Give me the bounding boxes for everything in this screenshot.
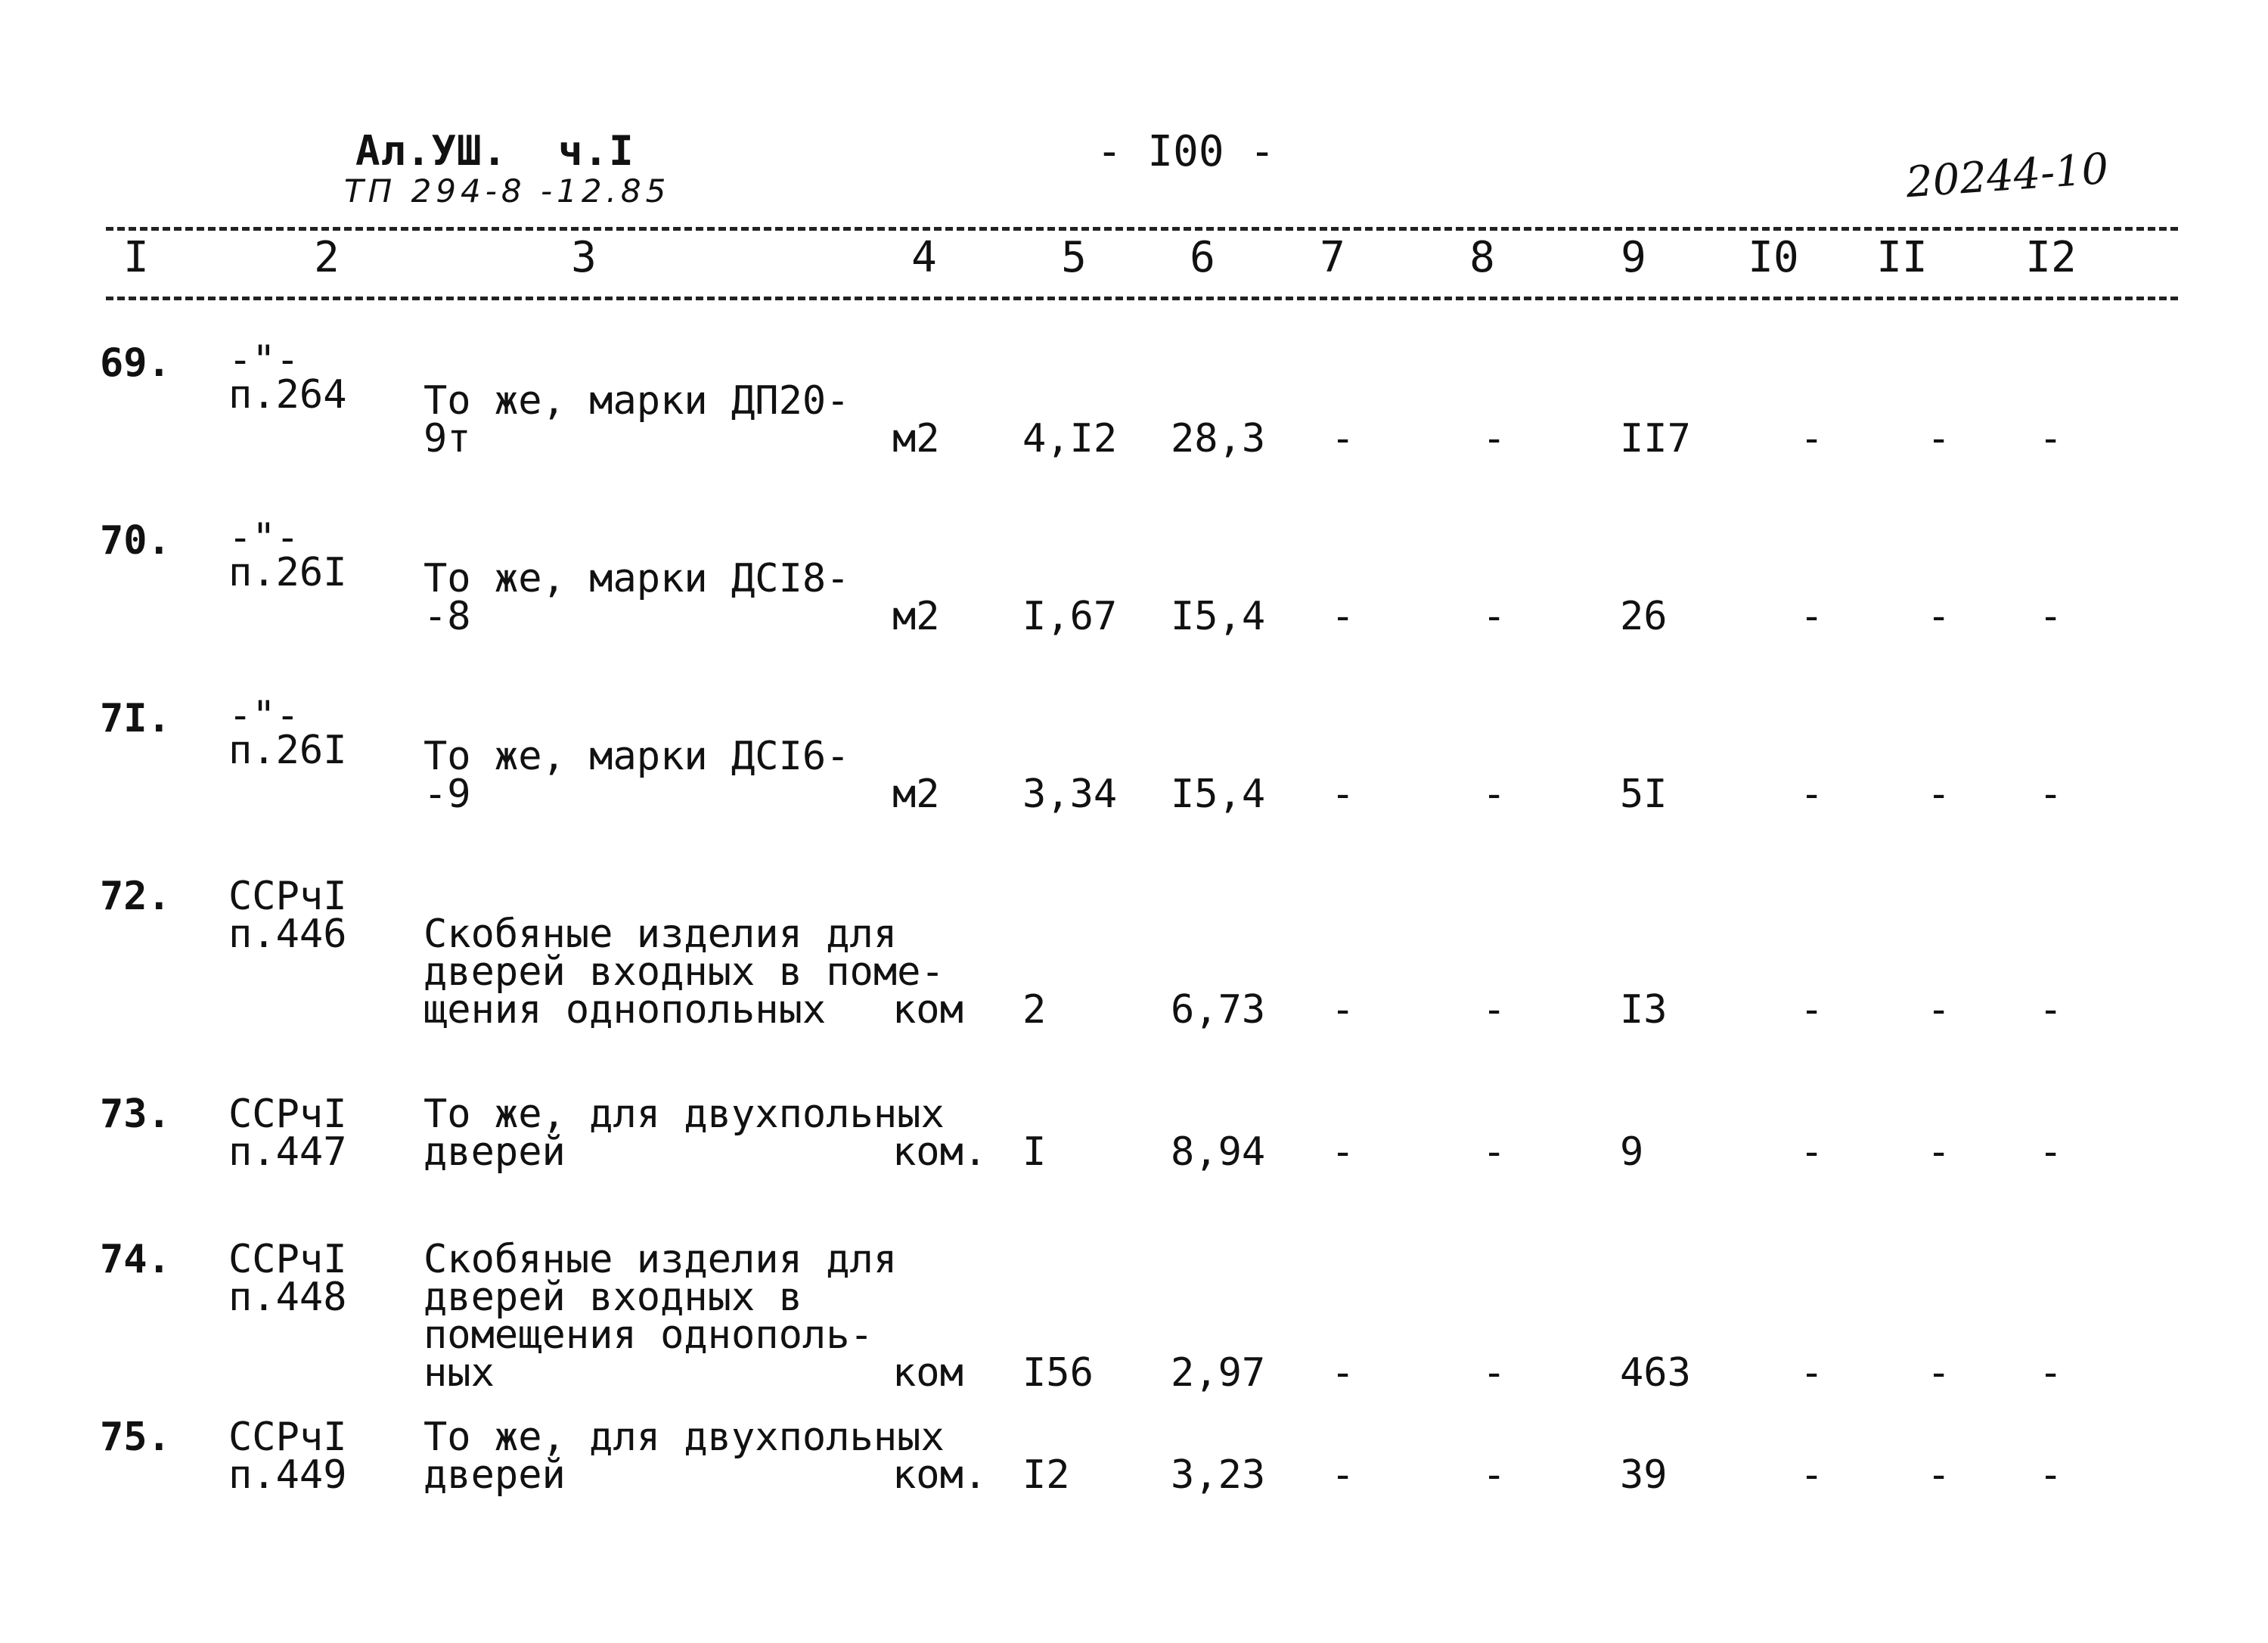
column8-cell: - xyxy=(1482,987,1506,1033)
cost-cell: 5I xyxy=(1620,772,1668,817)
price-cell: I5,4 xyxy=(1171,772,1266,817)
quantity-cell: 2 xyxy=(1022,987,1047,1033)
header-rule-bottom xyxy=(106,297,2178,300)
cost-cell: 463 xyxy=(1620,1350,1691,1396)
description-line: То же, марки ДП20- xyxy=(424,378,850,424)
reference-line: п.264 xyxy=(228,372,347,418)
description-line: -9 xyxy=(424,772,471,817)
column-number: 2 xyxy=(314,233,340,282)
column7-cell: - xyxy=(1331,416,1355,461)
column7-cell: - xyxy=(1331,1350,1355,1396)
row-number: 7I. xyxy=(100,696,171,741)
column11-cell: - xyxy=(1927,416,1951,461)
column11-cell: - xyxy=(1927,772,1951,817)
description-line: Скобяные изделия для xyxy=(424,912,898,957)
column7-cell: - xyxy=(1331,594,1355,639)
column-number: II xyxy=(1876,233,1928,282)
column10-cell: - xyxy=(1800,772,1824,817)
column-number: I2 xyxy=(2025,233,2077,282)
quantity-cell: 3,34 xyxy=(1022,772,1118,817)
price-cell: 6,73 xyxy=(1171,987,1266,1033)
price-cell: 2,97 xyxy=(1171,1350,1266,1396)
column8-cell: - xyxy=(1482,1452,1506,1498)
column8-cell: - xyxy=(1482,416,1506,461)
reference-line: п.447 xyxy=(228,1129,347,1175)
description-line: ных xyxy=(424,1350,495,1396)
column11-cell: - xyxy=(1927,594,1951,639)
cost-cell: 39 xyxy=(1620,1452,1668,1498)
column11-cell: - xyxy=(1927,1350,1951,1396)
price-cell: 28,3 xyxy=(1171,416,1266,461)
column-number: 5 xyxy=(1061,233,1087,282)
description-line: дверей xyxy=(424,1129,566,1175)
column12-cell: - xyxy=(2039,1129,2063,1175)
price-cell: 8,94 xyxy=(1171,1129,1266,1175)
quantity-cell: I2 xyxy=(1022,1452,1070,1498)
header-rule-top xyxy=(106,227,2178,231)
column11-cell: - xyxy=(1927,1129,1951,1175)
row-number: 74. xyxy=(100,1237,171,1282)
page-number: - I00 - xyxy=(1097,127,1276,176)
row-number: 70. xyxy=(100,518,171,564)
column7-cell: - xyxy=(1331,987,1355,1033)
description-line: То же, для двухпольных xyxy=(424,1415,945,1460)
description-line: 9т xyxy=(424,416,471,461)
description-line: То же, для двухпольных xyxy=(424,1092,945,1137)
quantity-cell: I xyxy=(1022,1129,1047,1175)
reference-line: ССРчI xyxy=(228,874,347,919)
column-number: 8 xyxy=(1469,233,1495,282)
column12-cell: - xyxy=(2039,594,2063,639)
reference-line: п.26I xyxy=(228,550,347,595)
reference-line: п.448 xyxy=(228,1275,347,1320)
column10-cell: - xyxy=(1800,1350,1824,1396)
column-number: I xyxy=(123,233,149,282)
cost-cell: 9 xyxy=(1620,1129,1644,1175)
column11-cell: - xyxy=(1927,987,1951,1033)
column7-cell: - xyxy=(1331,1452,1355,1498)
column10-cell: - xyxy=(1800,1129,1824,1175)
unit-cell: м2 xyxy=(892,772,940,817)
unit-cell: ком. xyxy=(892,1452,988,1498)
description-line: дверей xyxy=(424,1452,566,1498)
description-line: Скобяные изделия для xyxy=(424,1237,898,1282)
column8-cell: - xyxy=(1482,772,1506,817)
quantity-cell: I56 xyxy=(1022,1350,1094,1396)
column-number: 3 xyxy=(571,233,597,282)
column-number: I0 xyxy=(1748,233,1799,282)
reference-line: -"- xyxy=(228,515,299,561)
column-number: 4 xyxy=(911,233,937,282)
description-line: -8 xyxy=(424,594,471,639)
description-line: То же, марки ДСI8- xyxy=(424,556,850,601)
quantity-cell: I,67 xyxy=(1022,594,1118,639)
column8-cell: - xyxy=(1482,594,1506,639)
column7-cell: - xyxy=(1331,1129,1355,1175)
row-number: 69. xyxy=(100,340,171,386)
column8-cell: - xyxy=(1482,1129,1506,1175)
column10-cell: - xyxy=(1800,594,1824,639)
reference-line: ССРчI xyxy=(228,1237,347,1282)
column-number: 7 xyxy=(1320,233,1345,282)
column7-cell: - xyxy=(1331,772,1355,817)
column8-cell: - xyxy=(1482,1350,1506,1396)
row-number: 75. xyxy=(100,1415,171,1460)
column12-cell: - xyxy=(2039,772,2063,817)
cost-cell: I3 xyxy=(1620,987,1668,1033)
document-code: Ал.УШ. ч.I xyxy=(355,127,634,175)
reference-line: ССРчI xyxy=(228,1092,347,1137)
reference-line: п.449 xyxy=(228,1452,347,1498)
cost-cell: II7 xyxy=(1620,416,1691,461)
column12-cell: - xyxy=(2039,987,2063,1033)
column12-cell: - xyxy=(2039,1350,2063,1396)
price-cell: I5,4 xyxy=(1171,594,1266,639)
reference-line: п.446 xyxy=(228,912,347,957)
column10-cell: - xyxy=(1800,1452,1824,1498)
unit-cell: м2 xyxy=(892,594,940,639)
description-line: щения однопольных xyxy=(424,987,827,1033)
description-line: То же, марки ДСI6- xyxy=(424,734,850,779)
column10-cell: - xyxy=(1800,416,1824,461)
reference-line: ССРчI xyxy=(228,1415,347,1460)
row-number: 72. xyxy=(100,874,171,919)
unit-cell: ком xyxy=(892,1350,963,1396)
column12-cell: - xyxy=(2039,1452,2063,1498)
unit-cell: ком xyxy=(892,987,963,1033)
unit-cell: ком. xyxy=(892,1129,988,1175)
cost-cell: 26 xyxy=(1620,594,1668,639)
quantity-cell: 4,I2 xyxy=(1022,416,1118,461)
reference-line: п.26I xyxy=(228,728,347,773)
column-number: 9 xyxy=(1621,233,1646,282)
description-line: дверей входных в xyxy=(424,1275,802,1320)
handwritten-id: 20244-10 xyxy=(1904,144,2111,208)
document-reference: ТП 294-8 -12.85 xyxy=(344,172,671,210)
reference-line: -"- xyxy=(228,693,299,738)
column12-cell: - xyxy=(2039,416,2063,461)
row-number: 73. xyxy=(100,1092,171,1137)
price-cell: 3,23 xyxy=(1171,1452,1266,1498)
description-line: дверей входных в поме- xyxy=(424,949,945,995)
reference-line: -"- xyxy=(228,337,299,383)
column11-cell: - xyxy=(1927,1452,1951,1498)
description-line: помещения однополь- xyxy=(424,1312,873,1358)
column10-cell: - xyxy=(1800,987,1824,1033)
column-number: 6 xyxy=(1190,233,1215,282)
unit-cell: м2 xyxy=(892,416,940,461)
